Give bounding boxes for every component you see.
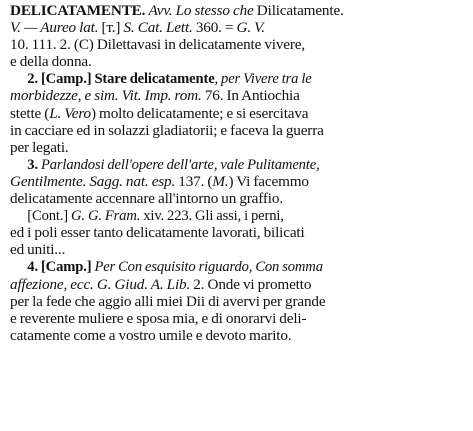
text-run: 137. ( xyxy=(175,172,213,190)
text-line xyxy=(10,19,467,36)
text-line xyxy=(10,258,449,275)
italic-text: V. — Aureo lat. xyxy=(10,19,99,37)
italic-text: per Vivere tra le xyxy=(221,70,312,88)
italic-text: e sim. Vit. Imp. rom. xyxy=(84,87,202,105)
text-run: , xyxy=(77,87,85,105)
italic-text: morbidezze xyxy=(10,87,78,105)
text-line xyxy=(10,105,467,122)
bold-text: Stare delicatamente xyxy=(94,70,215,88)
italic-text: Per Con esquisito riguardo, Con somma xyxy=(94,258,323,276)
bold-text: 2. [Camp.] xyxy=(27,70,95,88)
text-run: [Cont.] xyxy=(27,207,72,225)
text-line xyxy=(10,53,467,70)
italic-text: Avv. Lo stesso che xyxy=(148,2,254,19)
italic-text: Gentilmente. Sagg. nat. esp. xyxy=(10,172,176,190)
text-run: ) molto delicatamente; e si esercitava xyxy=(90,104,309,122)
text-run: ed uniti... xyxy=(10,241,66,259)
text-run: 76. In Antiochia xyxy=(201,87,300,105)
text-run: e reverente muliere e sposa mia, e di onorarvi deli- xyxy=(10,309,307,327)
text-line xyxy=(10,327,467,344)
text-line xyxy=(10,70,449,87)
text-run: 2. Onde vi prometto xyxy=(190,275,312,293)
text-line xyxy=(10,87,467,104)
text-run: 360. = xyxy=(192,19,237,37)
text-run: catamente come a vostro umile e devoto marito. xyxy=(10,326,292,344)
text-run: delicatamente accennare all'intorno un graffio. xyxy=(10,190,283,208)
italic-text: L. Vero xyxy=(49,104,91,122)
text-line xyxy=(10,207,449,224)
dictionary-entry-delicatamente xyxy=(10,2,467,344)
bold-text: 3. xyxy=(27,155,41,173)
italic-text: G. V. xyxy=(236,19,265,37)
text-run: e della donna. xyxy=(10,53,92,71)
text-run: , xyxy=(214,70,222,88)
text-line xyxy=(10,310,467,327)
text-run: 10. 111. 2. (C) Dilettavasi in delicatamente vivere, xyxy=(10,36,306,54)
text-run: per legati. xyxy=(10,138,69,156)
italic-text: M. xyxy=(212,172,229,190)
text-run: Dilicatamente. xyxy=(253,2,344,19)
bold-text: DELICATAMENTE. xyxy=(10,2,146,19)
text-line xyxy=(10,276,467,293)
text-line xyxy=(10,122,467,139)
italic-text: Parlandosi dell'opere dell'arte, vale Pulitamente, xyxy=(40,155,320,173)
text-line xyxy=(10,293,467,310)
text-line xyxy=(10,2,467,19)
text-line xyxy=(10,190,467,207)
text-line xyxy=(10,139,467,156)
text-run: ) Vi facemmo xyxy=(228,172,309,190)
italic-text: affezione, ecc. G. Giud. A. Lib. xyxy=(10,275,191,293)
text-line xyxy=(10,241,467,258)
text-line xyxy=(10,156,449,173)
text-run: stette ( xyxy=(10,104,50,122)
bold-text: 4. [Camp.] xyxy=(27,258,95,276)
text-run: [т.] xyxy=(98,19,124,37)
text-line xyxy=(10,173,467,190)
text-run: in cacciare ed in solazzi gladiatorii; e faceva la guerra xyxy=(10,121,324,139)
italic-text: S. Cat. Lett. xyxy=(123,19,193,37)
italic-text: G. G. Fram. xyxy=(71,207,141,225)
text-run: ed i poli esser tanto delicatamente lavorati, bilicati xyxy=(10,224,305,242)
text-run: per la fede che aggio alli miei Dii di avervi per grande xyxy=(10,292,326,310)
text-line xyxy=(10,36,467,53)
text-line xyxy=(10,224,467,241)
text-run: xiv. 223. Gli assi, i perni, xyxy=(140,207,284,225)
